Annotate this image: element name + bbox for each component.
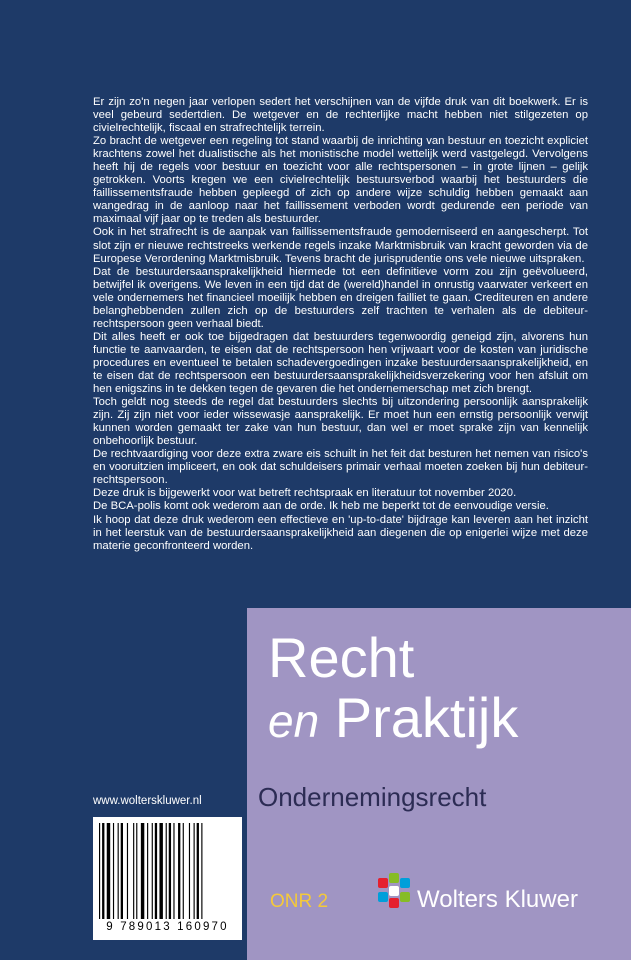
barcode-number: 9 789013 160970 [106,921,229,933]
blurb-paragraph: Deze druk is bijgewerkt voor wat betreft rechtspraak en literatuur tot november 2020. [93,487,517,500]
wolters-kluwer-logo-icon [375,872,413,910]
blurb-paragraph: Toch geldt nog steeds de regel dat bestuurders slechts bij uitzondering persoonlijk aansprakelijk zijn. Zij zijn niet voor ieder wissewasje aansprakelijk. Er moet hun een ernstig persoonlijk verwijt kunnen worden gemaakt ter zake van hun bestuur, dan wel er moet sprake zijn van kennelijk onbehoorlijk bestuur. [93,396,588,448]
back-cover-blurb [93,96,588,553]
series-title-word-en: en [268,695,320,747]
series-title-word-praktijk: Praktijk [334,686,519,749]
series-title-word-recht: Recht [268,626,415,689]
series-subtitle: Ondernemingsrecht [258,782,487,812]
blurb-paragraph: De BCA-polis komt ook wederom aan de orde. Ik heb me beperkt tot de eenvoudige versie. [93,500,549,513]
blurb-paragraph: Ik hoop dat deze druk wederom een effectieve en 'up-to-date' bijdrage kan leveren aan het inzicht in het leerstuk van de bestuurdersaansprakelijkheid aan diegenen die op enigerlei wijze met deze materie geconfronteerd worden. [93,513,588,552]
barcode-bars [97,823,238,919]
series-title [268,628,518,751]
blurb-paragraph: Zo bracht de wetgever een regeling tot stand waarbij de inrichting van bestuur en toezicht expliciet krachtens zowel het dualistische als het monistische model wettelijk werd vastgelegd. Vervolgens heeft hij de regels voor bestuur en toezicht voor alle rechtspersonen – in grote lijnen – gelijk getrokken. Voorts kregen we een civielrechtelijk bestuursverbod waarbij het bestuurders die faillissementsfraude hebben gepleegd of zich op andere wijze schuldig hebben gemaakt aan wangedrag in de aanloop naar het faillissement verboden wordt gedurende een periode van maximaal vijf jaar op te treden als bestuurder. [93,135,588,226]
publisher-name: Wolters Kluwer [417,886,578,913]
barcode [93,817,242,940]
blurb-paragraph: Ook in het strafrecht is de aanpak van faillissementsfraude gemoderniseerd en aangescherpt. Tot slot zijn er nieuwe rechtstreeks werkende regels inzake Marktmisbruik van kracht geworden via de Europese Verordening Marktmisbruik. Tevens bracht de jurisprudentie ons vele nieuwe uitspraken. [93,226,588,265]
blurb-paragraph: Dit alles heeft er ook toe bijgedragen dat bestuurders tegenwoordig geneigd zijn, alvorens hun functie te aanvaarden, te eisen dat de rechtspersoon hen vrijwaart voor de kosten van juridische procedures en eventueel te betalen schadevergoedingen inzake bestuurdersaansprakelijkheid, en te eisen dat de rechtspersoon een bestuurdersaansprakelijkheidsverzekering voor hen afsluit om hen enigszins in te dekken tegen de gevaren die het ondernemerschap met zich brengt. [93,330,588,396]
blurb-paragraph: Dat de bestuurdersaansprakelijkheid hiermede tot een definitieve vorm zou zijn geëvolueerd, betwijfel ik overigens. We leven in een tijd dat de (wereld)handel in onrustig vaarwater verkeert en vele ondernemers het financieel moeilijk hebben en dreigen failliet te gaan. Crediteuren en andere belanghebbenden zullen zich op de bestuurders zelf trachten te verhalen als de debiteur-rechtspersoon geen verhaal biedt. [93,265,588,330]
blurb-paragraph: De rechtvaardiging voor deze extra zware eis schuilt in het feit dat besturen het nemen van risico's en vooruitzien impliceert, en ook dat schuldeisers primair verhaal moeten zoeken bij hun debiteur-rechtspersoon. [93,448,588,487]
series-code: ONR 2 [270,891,329,912]
blurb-paragraph: Er zijn zo'n negen jaar verlopen sedert het verschijnen van de vijfde druk van dit boekwerk. Er is veel gebeurd sedertdien. De wetgever en de rechterlijke macht hebben niet stilgezeten op civielrechtelijk, fiscaal en strafrechtelijk terrein. [93,96,588,135]
website-link[interactable]: www.wolterskluwer.nl [93,795,202,807]
